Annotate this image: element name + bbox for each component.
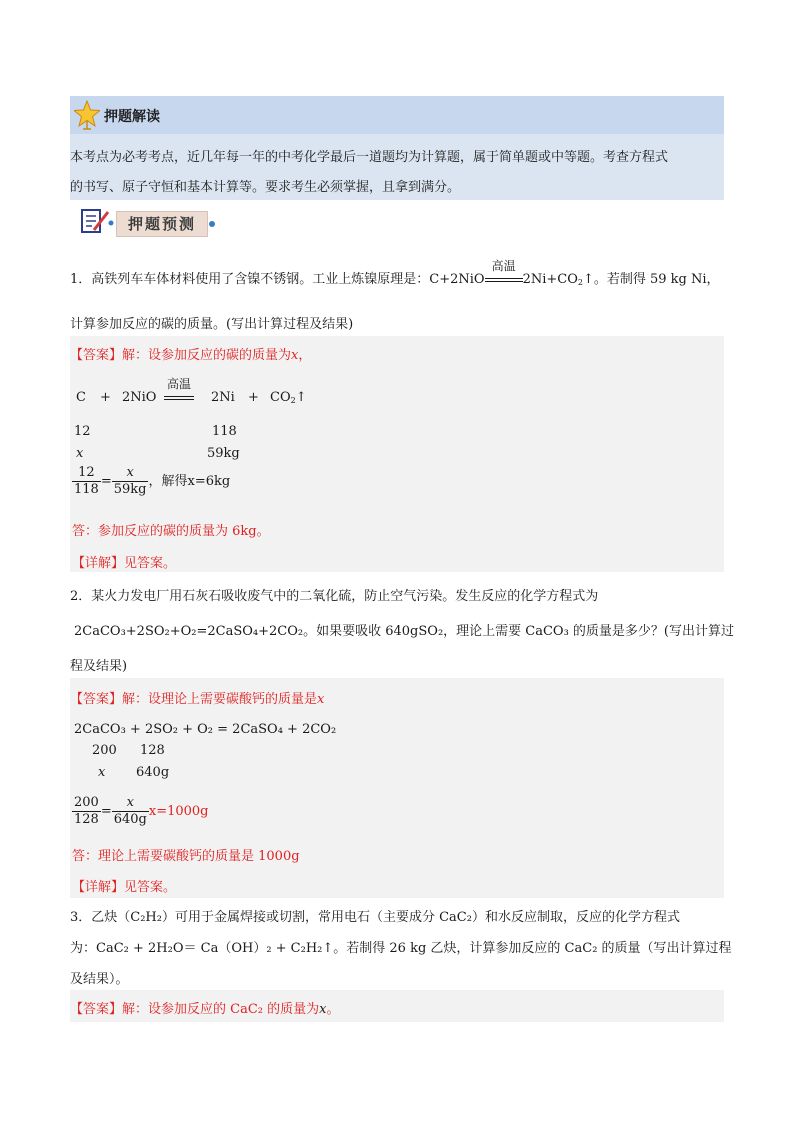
dot-icon (208, 220, 216, 228)
q3-line-1: 3．乙炔（C₂H₂）可用于金属焊接或切割，常用电石（主要成分 CaC₂）和水反应制取，反应的化学方程式 (70, 910, 680, 925)
q2-conclusion: 答：理论上需要碳酸钙的质量是 1000g (72, 849, 300, 864)
q1-eq-plus-2: + (248, 390, 259, 405)
q1-eq-c: C (76, 390, 86, 405)
intro-line-1: 本考点为必考考点，近几年每一年的中考化学最后一道题均为计算题，属于简单题或中等题。考查方程式 (70, 150, 669, 165)
q2-answer-head: 【答案】解：设理论上需要碳酸钙的质量是x (70, 692, 325, 707)
q3-line-2: 为：CaC₂ + 2H₂O＝ Ca（OH）₂ + C₂H₂↑。若制得 26 kg 乙炔，计算参加反应的 CaC₂ 的质量（写出计算过程 (70, 941, 732, 956)
banner-title: 押题解读 (104, 109, 160, 125)
dot-icon (108, 220, 114, 226)
q1-eq-ni: 2Ni (211, 390, 235, 405)
q1-conclusion: 答：参加反应的碳的质量为 6kg。 (72, 524, 270, 539)
q1-eq-arrow: 高温 (164, 390, 194, 405)
intro-line-2: 的书写、原子守恒和基本计算等。要求考生必须掌握，且拿到满分。 (70, 180, 461, 195)
q2-proportion: $\frac{200}{128}$ = $\frac{x}{640g}$ x=1000g (74, 795, 209, 827)
section-banner (70, 96, 724, 134)
q1-line-2: 计算参加反应的碳的质量。(写出计算过程及结果) (70, 317, 354, 332)
q3-line-3: 及结果）。 (70, 972, 129, 987)
predict-tag: 押题预测 (116, 211, 208, 237)
q1-var-ni: 59kg (207, 446, 240, 461)
q3-answer-head: 【答案】解：设参加反应的 CaC₂ 的质量为x。 (70, 1002, 340, 1017)
q2-var-x: x (98, 765, 106, 780)
q2-line-1: 2．某火力发电厂用石灰石吸收废气中的二氧化硫，防止空气污染。发生反应的化学方程式为 (70, 589, 599, 604)
q2-equation: 2CaCO₃ + 2SO₂ + O₂ = 2CaSO₄ + 2CO₂ (74, 722, 337, 737)
q1-mass-ni: 118 (212, 424, 237, 439)
q1-proportion: $\frac{12}{118}$ = $\frac{x}{59kg}$ ，解得x=6kg (74, 465, 231, 497)
q1-eq-plus-1: + (100, 390, 111, 405)
q2-mass-caco3: 200 (92, 743, 117, 758)
q1-eq-co2: $CO_2↑$ (270, 390, 307, 405)
q1-detail: 【详解】见答案。 (72, 556, 177, 571)
q1-var-x: x (76, 446, 84, 461)
q2-detail: 【详解】见答案。 (72, 880, 177, 895)
q1-answer-head: 【答案】解：设参加反应的碳的质量为x， (70, 348, 312, 363)
q2-line-2: 2CaCO₃+2SO₂+O₂=2CaSO₄+2CO₂。如果要吸收 640gSO₂，理论上需要 CaCO₃ 的质量是多少？(写出计算过 (74, 624, 735, 639)
q2-var-so2: 640g (136, 765, 170, 780)
q1-mass-c: 12 (74, 424, 91, 439)
q2-mass-so2: 128 (140, 743, 165, 758)
star-icon (74, 100, 100, 130)
q1-eq-nio: 2NiO (122, 390, 157, 405)
q2-answer-box (70, 678, 724, 898)
q1-line-1: 1．高铁列车车体材料使用了含镍不锈钢。工业上炼镍原理是：C+2NiO 高温 $2Ni+CO_2↑$。若制得 59 kg Ni， (70, 259, 720, 287)
q2-line-3: 程及结果) (70, 659, 128, 674)
